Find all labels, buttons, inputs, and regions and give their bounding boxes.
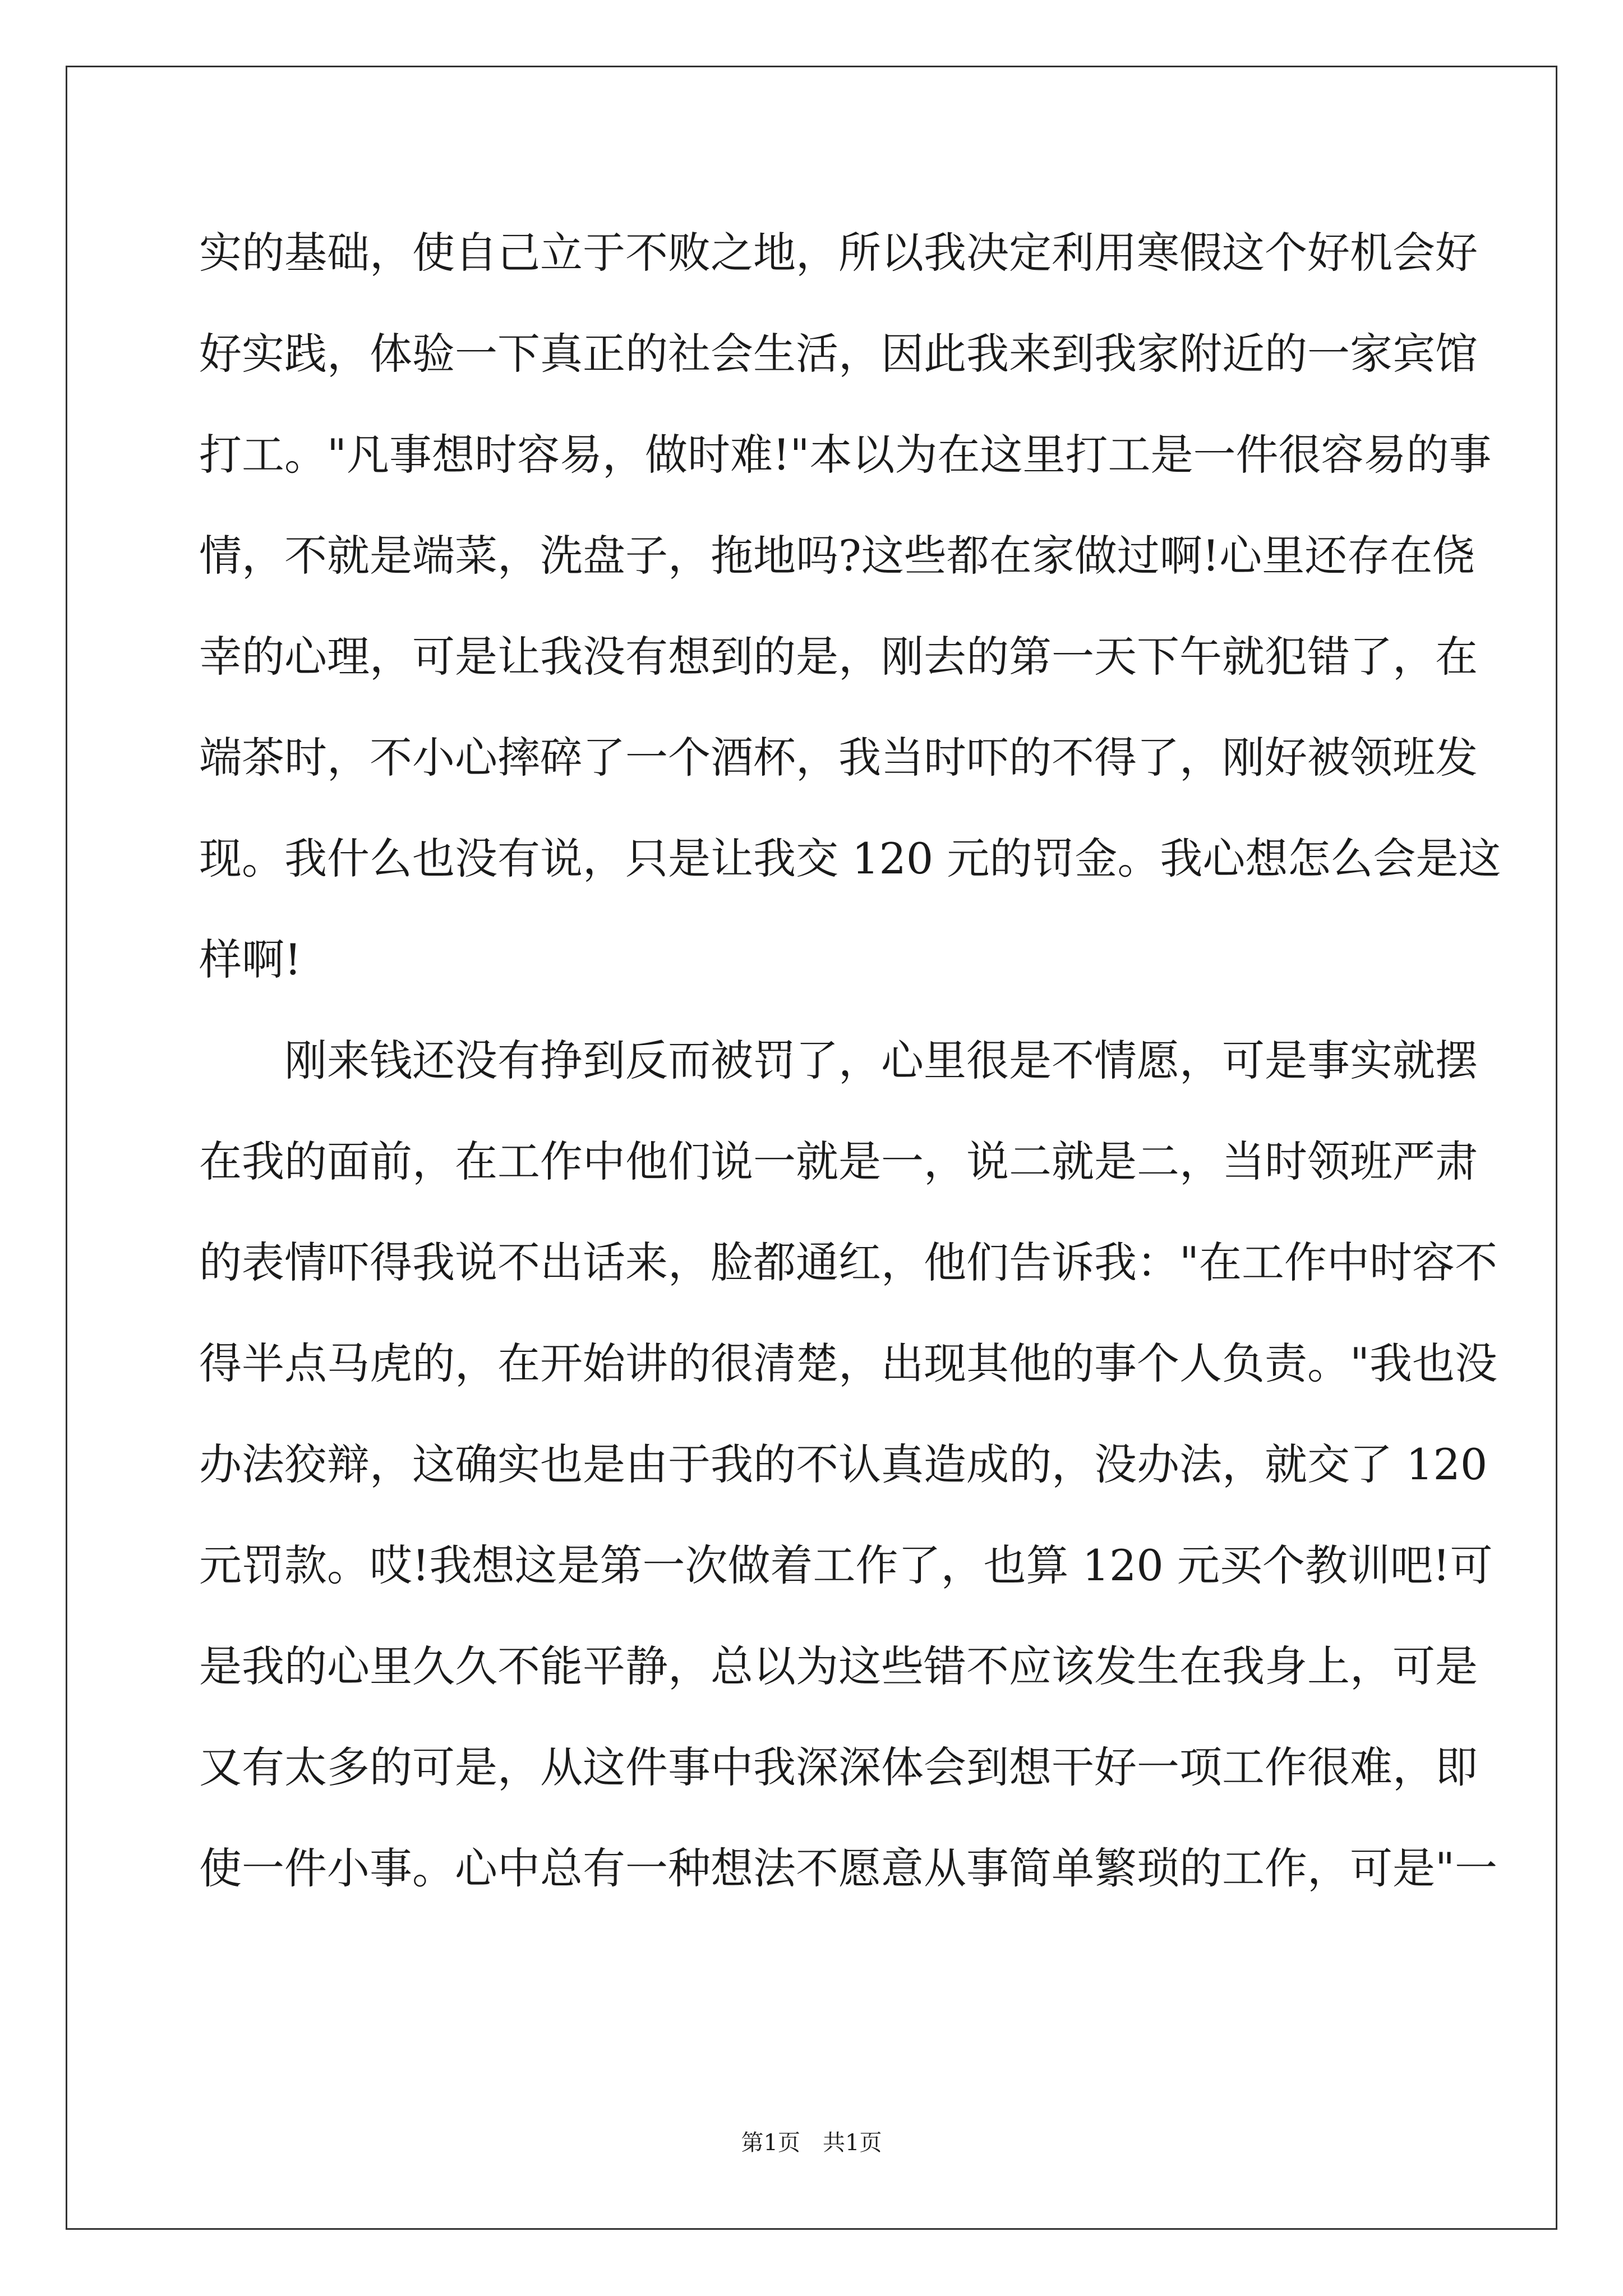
text-line: 刚来钱还没有挣到反而被罚了，心里很是不情愿，可是事实就摆 [284,1036,1478,1085]
text-line: 样啊! [199,935,302,984]
text-line: 现。我什么也没有说，只是让我交 120 元的罚金。我心想怎么会是这 [199,834,1501,884]
page-count: 共1页 [823,2130,882,2156]
text-line: 幸的心理，可是让我没有想到的是，刚去的第一天下午就犯错了，在 [199,632,1478,682]
text-line: 得半点马虎的，在开始讲的很清楚，出现其他的事个人负责。"我也没 [199,1338,1497,1388]
text-line: 的表情吓得我说不出话来，脸都通红，他们告诉我："在工作中时容不 [199,1237,1497,1287]
text-line: 实的基础，使自己立于不败之地，所以我决定利用寒假这个好机会好 [199,228,1478,278]
document-body [199,215,1501,1932]
text-line: 办法狡辩，这确实也是由于我的不认真造成的，没办法，就交了 120 [199,1439,1488,1489]
text-line: 是我的心里久久不能平静，总以为这些错不应该发生在我身上，可是 [199,1641,1478,1691]
text-line: 情，不就是端菜，洗盘子，拖地吗?这些都在家做过啊!心里还存在侥 [199,531,1476,581]
page-footer [0,2129,1623,2157]
text-line: 打工。"凡事想时容易，做时难!"本以为在这里打工是一件很容易的事 [199,430,1492,480]
page-number: 第1页 [741,2130,800,2156]
text-line: 端茶时，不小心摔碎了一个酒杯，我当时吓的不得了，刚好被领班发 [199,733,1478,783]
text-line: 在我的面前，在工作中他们说一就是一，说二就是二，当时领班严肃 [199,1137,1478,1186]
text-line: 好实践，体验一下真正的社会生活，因此我来到我家附近的一家宾馆 [199,329,1478,379]
text-line: 使一件小事。心中总有一种想法不愿意从事简单繁琐的工作，可是"一 [199,1843,1497,1893]
text-line: 元罚款。哎!我想这是第一次做着工作了，也算 120 元买个教训吧!可 [199,1540,1493,1590]
text-line: 又有太多的可是，从这件事中我深深体会到想干好一项工作很难，即 [199,1742,1478,1792]
